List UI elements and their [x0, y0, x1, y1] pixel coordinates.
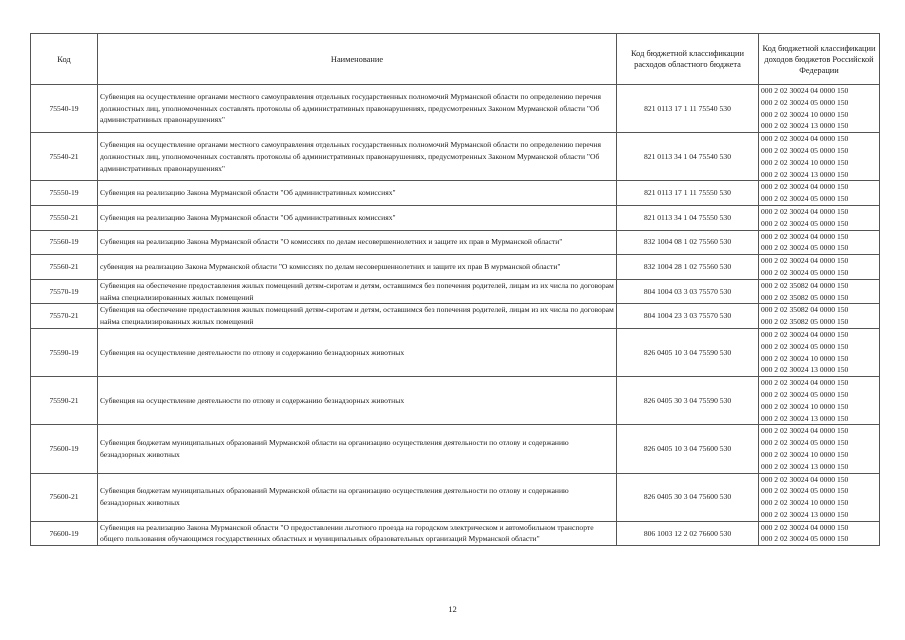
row-code: 75590-19 — [31, 328, 98, 376]
row-income-codes — [759, 181, 880, 206]
row-name: Субвенция на осуществление органами местного самоуправления отдельных государственных полномочий Мурманской области по определению перечня должностных лиц, уполномоченных составлять протоколы об административных правонарушениях, предусмотренных Законом Мурманской области "Об административных правонарушениях" — [98, 133, 617, 181]
income-code: 000 2 02 30024 04 0000 150 — [761, 182, 849, 192]
row-code: 75600-19 — [31, 425, 98, 473]
income-code: 000 2 02 30024 13 0000 150 — [761, 365, 849, 375]
row-income-codes — [759, 473, 880, 521]
row-income-codes — [759, 304, 880, 329]
table-row — [31, 133, 880, 181]
row-expense-code: 826 0405 30 3 04 75590 530 — [617, 377, 759, 425]
row-name: Субвенция на осуществление деятельности по отлову и содержанию безнадзорных животных — [98, 328, 617, 376]
row-code: 75560-19 — [31, 230, 98, 255]
row-expense-code: 804 1004 23 3 03 75570 530 — [617, 304, 759, 329]
income-code: 000 2 02 30024 05 0000 150 — [761, 341, 849, 351]
row-expense-code: 821 0113 34 1 04 75540 530 — [617, 133, 759, 181]
table-row — [31, 377, 880, 425]
income-code: 000 2 02 30024 10 0000 150 — [761, 401, 849, 411]
row-name: Субвенция на осуществление органами местного самоуправления отдельных государственных полномочий Мурманской области по определению перечня должностных лиц, уполномоченных составлять протоколы об административных правонарушениях, предусмотренных Законом Мурманской области "Об административных правонарушениях" — [98, 85, 617, 133]
table-row — [31, 255, 880, 280]
row-code: 75570-19 — [31, 279, 98, 304]
table-row — [31, 521, 880, 546]
income-code: 000 2 02 30024 04 0000 150 — [761, 474, 849, 484]
income-code: 000 2 02 30024 04 0000 150 — [761, 256, 849, 266]
table-row — [31, 304, 880, 329]
header-row — [31, 34, 880, 85]
income-code: 000 2 02 30024 04 0000 150 — [761, 522, 849, 532]
income-code: 000 2 02 30024 13 0000 150 — [761, 169, 849, 179]
income-code: 000 2 02 35082 05 0000 150 — [761, 317, 849, 327]
row-name: Субвенция бюджетам муниципальных образований Мурманской области на организацию осуществления деятельности по отлову и содержанию безнадзорных животных — [98, 473, 617, 521]
table-row — [31, 230, 880, 255]
header-expense-code: Код бюджетной классификации расходов областного бюджета — [617, 34, 759, 85]
row-code: 75570-21 — [31, 304, 98, 329]
row-income-codes — [759, 230, 880, 255]
page-number: 12 — [448, 604, 457, 614]
income-code: 000 2 02 30024 13 0000 150 — [761, 509, 849, 519]
income-code: 000 2 02 30024 04 0000 150 — [761, 426, 849, 436]
row-income-codes — [759, 279, 880, 304]
budget-codes-table — [30, 33, 880, 546]
income-code: 000 2 02 30024 10 0000 150 — [761, 109, 849, 119]
income-code: 000 2 02 30024 04 0000 150 — [761, 231, 849, 241]
income-code: 000 2 02 35082 05 0000 150 — [761, 292, 849, 302]
row-name: Субвенция на реализацию Закона Мурманской области "Об административных комиссиях" — [98, 205, 617, 230]
row-expense-code: 821 0113 34 1 04 75550 530 — [617, 205, 759, 230]
row-name: Субвенция на реализацию Закона Мурманской области "О предоставлении льготного проезда на городском электрическом и автомобильном транспорте общего пользования обучающимся государственных областных и муниципальных образовательных организаций Мурманской области" — [98, 521, 617, 546]
row-income-codes — [759, 377, 880, 425]
row-income-codes — [759, 205, 880, 230]
table-row — [31, 205, 880, 230]
income-code: 000 2 02 30024 05 0000 150 — [761, 534, 849, 544]
income-code: 000 2 02 30024 05 0000 150 — [761, 145, 849, 155]
row-code: 75550-19 — [31, 181, 98, 206]
row-expense-code: 806 1003 12 2 02 76600 530 — [617, 521, 759, 546]
income-code: 000 2 02 30024 05 0000 150 — [761, 243, 849, 253]
row-income-codes — [759, 133, 880, 181]
row-expense-code: 821 0113 17 1 11 75550 530 — [617, 181, 759, 206]
table-row — [31, 328, 880, 376]
header-code: Код — [31, 34, 98, 85]
table-row — [31, 85, 880, 133]
income-code: 000 2 02 30024 04 0000 150 — [761, 134, 849, 144]
income-code: 000 2 02 30024 04 0000 150 — [761, 86, 849, 95]
row-expense-code: 821 0113 17 1 11 75540 530 — [617, 85, 759, 133]
income-code: 000 2 02 30024 13 0000 150 — [761, 461, 849, 471]
income-code: 000 2 02 30024 10 0000 150 — [761, 157, 849, 167]
table-row — [31, 425, 880, 473]
row-expense-code: 832 1004 28 1 02 75560 530 — [617, 255, 759, 280]
header-name: Наименование — [98, 34, 617, 85]
row-name: Субвенция на обеспечение предоставления жилых помещений детям-сиротам и детям, оставшимся без попечения родителей, лицам из их числа по договорам найма специализированных жилых помещений — [98, 279, 617, 304]
income-code: 000 2 02 30024 10 0000 150 — [761, 353, 849, 363]
row-code: 75540-21 — [31, 133, 98, 181]
row-name: Субвенция на осуществление деятельности по отлову и содержанию безнадзорных животных — [98, 377, 617, 425]
row-expense-code: 804 1004 03 3 03 75570 530 — [617, 279, 759, 304]
income-code: 000 2 02 30024 05 0000 150 — [761, 218, 849, 228]
header-income-code: Код бюджетной классификации доходов бюджетов Российской Федерации — [759, 34, 880, 85]
table-row — [31, 279, 880, 304]
row-code: 75540-19 — [31, 85, 98, 133]
income-code: 000 2 02 30024 04 0000 150 — [761, 206, 849, 216]
income-code: 000 2 02 30024 10 0000 150 — [761, 498, 849, 508]
row-expense-code: 826 0405 10 3 04 75590 530 — [617, 328, 759, 376]
income-code: 000 2 02 30024 05 0000 150 — [761, 438, 849, 448]
row-name: Субвенция на реализацию Закона Мурманской области "О комиссиях по делам несовершеннолетних и защите их прав в Мурманской области" — [98, 230, 617, 255]
row-name: Субвенция на обеспечение предоставления жилых помещений детям-сиротам и детям, оставшимся без попечения родителей, лицам из их числа по договорам найма специализированных жилых помещений — [98, 304, 617, 329]
table-row — [31, 473, 880, 521]
income-code: 000 2 02 35082 04 0000 150 — [761, 305, 849, 315]
row-expense-code: 832 1004 08 1 02 75560 530 — [617, 230, 759, 255]
income-code: 000 2 02 30024 05 0000 150 — [761, 194, 849, 204]
income-code: 000 2 02 30024 10 0000 150 — [761, 449, 849, 459]
row-name: Субвенция на реализацию Закона Мурманской области "Об административных комиссиях" — [98, 181, 617, 206]
row-income-codes — [759, 85, 880, 133]
row-code: 75550-21 — [31, 205, 98, 230]
income-code: 000 2 02 30024 13 0000 150 — [761, 121, 849, 131]
income-code: 000 2 02 30024 04 0000 150 — [761, 329, 849, 339]
row-expense-code: 826 0405 30 3 04 75600 530 — [617, 473, 759, 521]
income-code: 000 2 02 30024 05 0000 150 — [761, 97, 849, 107]
row-code: 76600-19 — [31, 521, 98, 546]
table-body — [31, 85, 880, 546]
row-name: Субвенция бюджетам муниципальных образований Мурманской области на организацию осуществления деятельности по отлову и содержанию безнадзорных животных — [98, 425, 617, 473]
row-income-codes — [759, 425, 880, 473]
table-row — [31, 181, 880, 206]
income-code: 000 2 02 30024 05 0000 150 — [761, 486, 849, 496]
row-income-codes — [759, 328, 880, 376]
income-code: 000 2 02 35082 04 0000 150 — [761, 280, 849, 290]
row-code: 75590-21 — [31, 377, 98, 425]
row-code: 75600-21 — [31, 473, 98, 521]
income-code: 000 2 02 30024 05 0000 150 — [761, 389, 849, 399]
income-code: 000 2 02 30024 05 0000 150 — [761, 267, 849, 277]
row-expense-code: 826 0405 10 3 04 75600 530 — [617, 425, 759, 473]
income-code: 000 2 02 30024 13 0000 150 — [761, 413, 849, 423]
row-income-codes — [759, 521, 880, 546]
row-code: 75560-21 — [31, 255, 98, 280]
income-code: 000 2 02 30024 04 0000 150 — [761, 378, 849, 388]
row-name: субвенция на реализацию Закона Мурманской области "О комиссиях по делам несовершеннолетних и защите их прав В мурманской области" — [98, 255, 617, 280]
row-income-codes — [759, 255, 880, 280]
